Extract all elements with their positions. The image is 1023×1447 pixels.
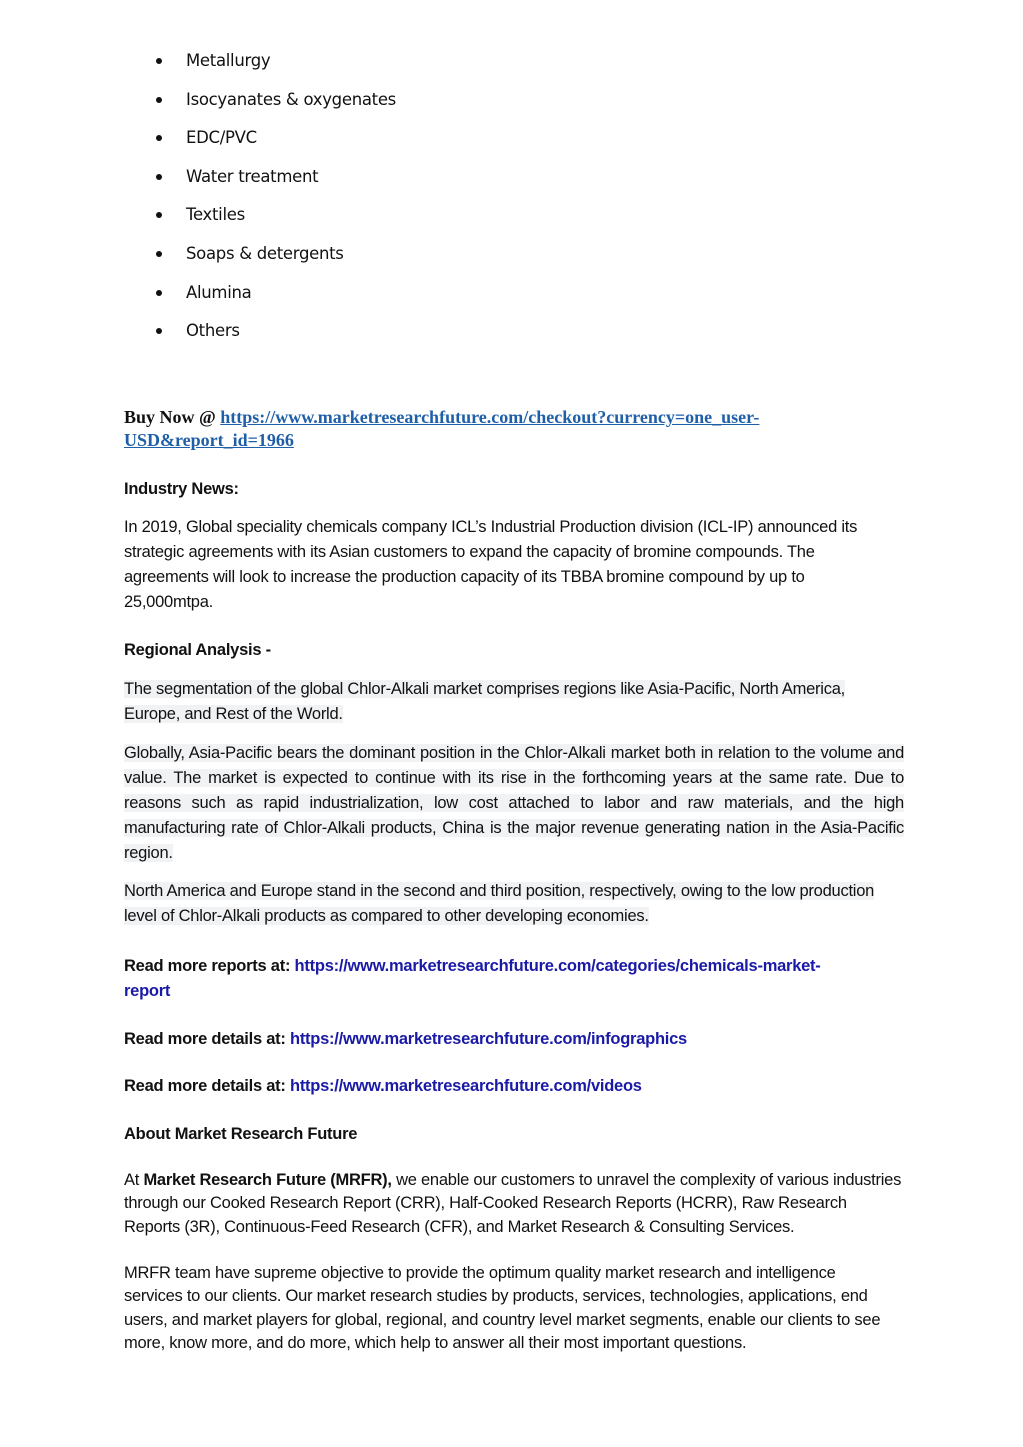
videos-link[interactable]: https://www.marketresearchfuture.com/videos [289,1077,642,1095]
bullet-icon [156,290,162,296]
list-item: Metallurgy [154,47,396,86]
regional-analysis-heading: Regional Analysis - [124,641,271,659]
regional-paragraph-3: North America and Europe stand in the second and third position, respectively, owing to the low production level of Chlor-Alkali products as compared to other developing economies. [124,882,875,925]
infographics-link[interactable]: https://www.marketresearchfuture.com/infographics [289,1030,687,1048]
read-more-videos: Read more details at: https://www.marketresearchfuture.com/videos [124,1077,642,1095]
about-paragraph-1: At Market Research Future (MRFR), we enable our customers to unravel the complexity of various industries through our Cooked Research Report (CRR), Half-Cooked Research Reports (HCRR), Raw Research Reports (3R), Continuous-Feed Research (CFR), and Market Research & Consulting Services. [124,1171,902,1236]
list-item: EDC/PVC [154,124,396,163]
bullet-icon [156,328,162,334]
industry-news-heading: Industry News: [124,480,239,498]
application-bullet-list [154,47,396,356]
industry-news-text: In 2019, Global speciality chemicals company ICL’s Industrial Production division (ICL-IP) announced its strategic agreements with its Asian customers to expand the capacity of bromine compounds. The agreements will look to increase the production capacity of its TBBA bromine compound by up to 25,000mtpa. [124,518,858,611]
bullet-icon [156,58,162,64]
about-paragraph-2: MRFR team have supreme objective to provide the optimum quality market research and intelligence services to our clients. Our market research studies by products, services, technologies, applications, end users, and market players for global, regional, and country level market segments, enable our clients to see more, know more, and do more, which help to answer all their most important questions. [124,1264,881,1352]
regional-paragraph-1: The segmentation of the global Chlor-Alkali market comprises regions like Asia-Pacific, North America, Europe, and Rest of the World. [124,680,845,723]
checkout-link[interactable]: https://www.marketresearchfuture.com/checkout?currency=one_user- USD&report_id=1966 [124,407,760,450]
read-more-reports: Read more reports at: https://www.marketresearchfuture.com/categories/chemicals-market- report [124,957,821,1000]
chemicals-report-link[interactable]: https://www.marketresearchfuture.com/categories/chemicals-market- report [124,957,821,1000]
bullet-icon [156,251,162,257]
bullet-icon [156,212,162,218]
list-item: Water treatment [154,163,396,202]
regional-paragraph-2: Globally, Asia-Pacific bears the dominant position in the Chlor-Alkali market both in relation to the volume and value. The market is expected to continue with its rise in the forthcoming years at the same rate. Due to reasons such as rapid industrialization, low cost attached to labor and raw materials, and the high manufacturing rate of Chlor-Alkali products, China is the major revenue generating nation in the Asia-Pacific region. [124,744,904,862]
buy-now-label: Buy Now @ [124,407,221,427]
bullet-icon [156,174,162,180]
list-item: Isocyanates & oxygenates [154,86,396,125]
bullet-icon [156,135,162,141]
list-item: Soaps & detergents [154,240,396,279]
list-item: Others [154,317,396,356]
about-heading: About Market Research Future [124,1125,358,1143]
bullet-icon [156,97,162,103]
buy-now-line [124,406,904,452]
list-item: Textiles [154,201,396,240]
list-item: Alumina [154,279,396,318]
read-more-infographics: Read more details at: https://www.marketresearchfuture.com/infographics [124,1030,687,1048]
